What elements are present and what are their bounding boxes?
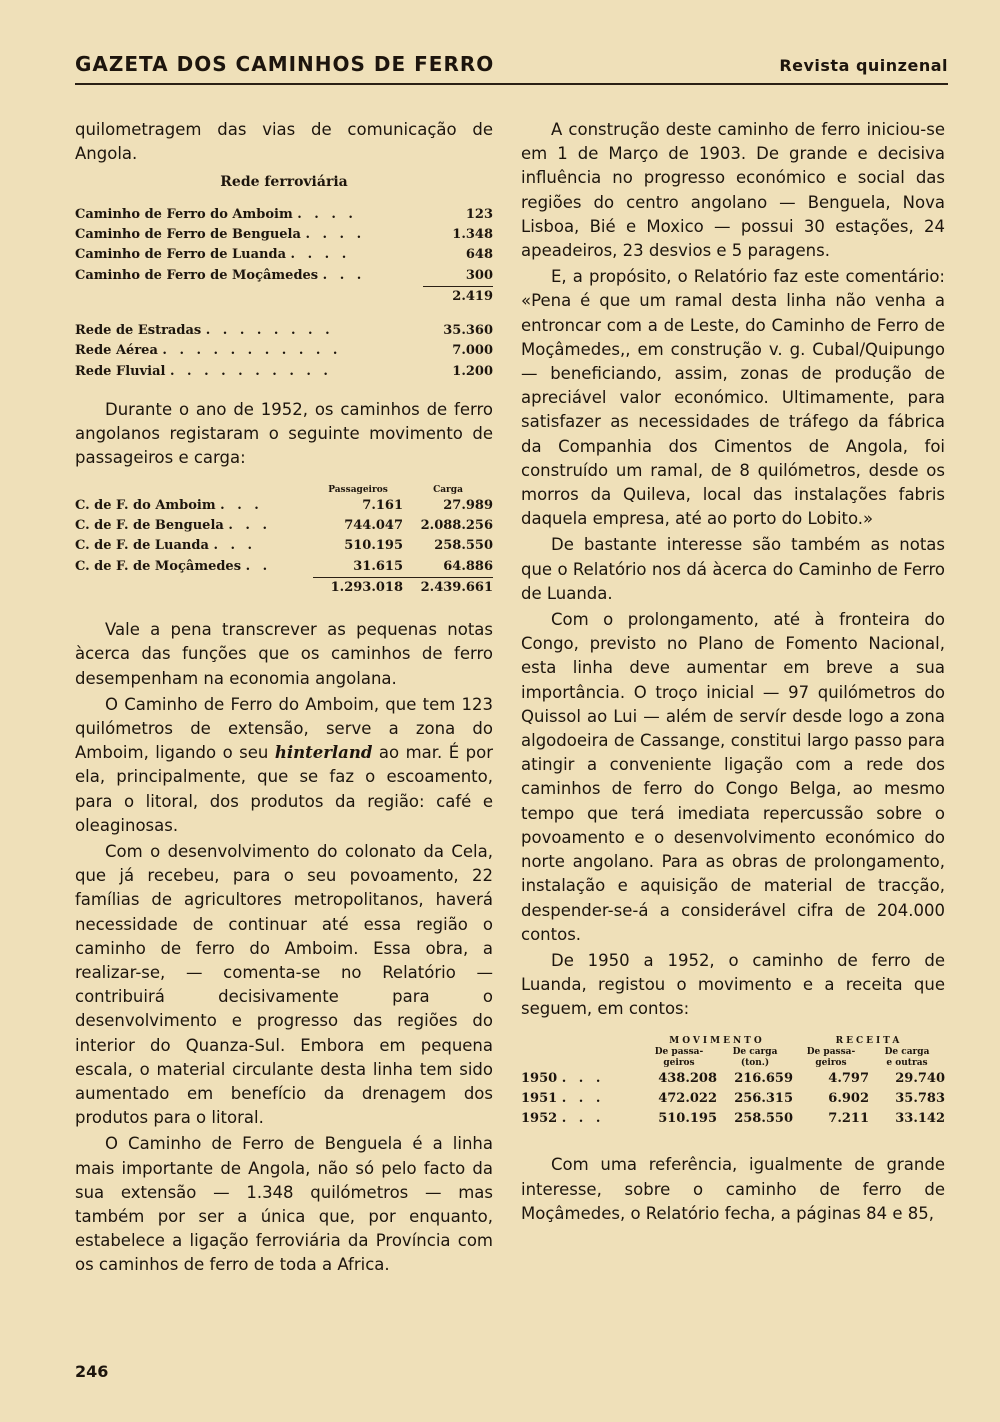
paragraph-cela: Com o desenvolvimento do colonato da Cela, que já recebeu, para o seu povoamento, 22 famílias de agricultores metropolitanos, haverá necessidade de continuar até essa região o caminho de ferro do Amboim. Essa obra, a realizar-se, — comenta-se no Relatório — contribuirá decisivamente para o desenvolvimento e progresso das regiões do interior do Quanza-Sul. Embora em pequena escala, o material circulante desta linha tem sido aumentado em benefício da drenagem dos produtos para o litoral. <box>75 842 493 1128</box>
rede-table <box>75 172 493 382</box>
row-year: 1952 <box>521 1111 558 1127</box>
paragraph-amboim <box>75 693 493 838</box>
luanda-group-header <box>521 1036 945 1047</box>
row-label: Caminho de Ferro de Luanda <box>75 247 287 263</box>
paragraph-vale: Vale a pena transcrever as pequenas notas àcerca das funções que os caminhos de ferro desempenham na economia angolana. <box>75 620 493 688</box>
row-pass: 744.047 <box>344 517 403 533</box>
row-carga: 2.088.256 <box>420 517 493 533</box>
row-dots: . . . . . . . . <box>205 323 334 339</box>
col-rec-carga: De carga e outras <box>884 1046 930 1068</box>
table-row <box>75 341 493 361</box>
paragraph-intro: quilometragem das vias de comunicação de Angola. <box>75 120 493 164</box>
paragraph-benguela: O Caminho de Ferro de Benguela é a linha mais importante de Angola, não só pelo facto da sua extensão — 1.348 quilómetros — mas também por ser a única que, por enquanto, estabelece a ligação ferroviária da Província com os caminhos de ferro de toda a Africa. <box>75 1134 493 1275</box>
cell: 6.902 <box>828 1090 869 1106</box>
paragraph-1950: De 1950 a 1952, o caminho de ferro de Luanda, registou o movimento e a receita que seguem, em contos: <box>521 950 945 1019</box>
row-year: 1951 <box>521 1090 558 1106</box>
table-row <box>75 516 493 536</box>
paragraph-amboim-text-end: ao mar. É por ela, principalmente, que se faz o escoamento, para o litoral, dos produtos da região: café e oleaginosas. <box>75 743 493 835</box>
row-pass: 7.161 <box>362 497 403 513</box>
row-label: Rede de Estradas <box>75 323 202 339</box>
cell: 216.659 <box>734 1070 793 1086</box>
table-row <box>521 1109 945 1129</box>
row-value: 7.000 <box>452 343 493 359</box>
col-passageiros: Passageiros <box>328 484 388 495</box>
row-carga: 64.886 <box>443 558 493 574</box>
row-label: C. de F. do Amboim <box>75 497 216 513</box>
page-number: 246 <box>75 1362 109 1381</box>
cell: 33.142 <box>895 1111 945 1127</box>
table-row-total <box>75 286 493 307</box>
row-label: C. de F. de Benguela <box>75 517 224 533</box>
table-row <box>75 245 493 265</box>
row-value: 123 <box>465 206 493 222</box>
row-label: Rede Aérea <box>75 343 158 359</box>
table-row <box>75 205 493 225</box>
row-year: 1950 <box>521 1070 558 1086</box>
row-dots: . . . <box>322 267 366 283</box>
cell: 256.315 <box>734 1090 793 1106</box>
row-value: 35.360 <box>443 323 493 339</box>
row-label: Caminho de Ferro de Benguela <box>75 227 301 242</box>
row-label: C. de F. de Luanda <box>75 538 209 554</box>
row-value: 1.348 <box>452 227 493 242</box>
paragraph-construcao: A construção deste caminho de ferro iniciou-se em 1 de Março de 1903. De grande e decisiva influência no progresso económico e social das regiões do centro angolano — Benguela, Nova Lisboa, Bié e Moxico — possui 30 estações, 24 apeadeiros, 23 desvios e 5 paragens. <box>521 120 945 261</box>
paragraph-final: Com uma referência, igualmente de grande interesse, sobre o caminho de ferro de Moçâmedes, o Relatório fecha, a páginas 84 e 85, <box>521 1155 945 1223</box>
table-row <box>75 266 493 286</box>
table-row <box>75 557 493 577</box>
row-value: 300 <box>465 267 493 283</box>
rede-total: 2.419 <box>423 286 493 307</box>
left-column <box>75 118 493 1278</box>
col-mov-pass: De passa- geiros <box>654 1046 704 1068</box>
row-dots: . . . . . . . . . . . <box>162 343 342 359</box>
total-pass: 1.293.018 <box>313 577 403 598</box>
row-value: 1.200 <box>452 363 493 379</box>
cell: 4.797 <box>828 1070 869 1086</box>
row-label: Rede Fluvial <box>75 363 166 379</box>
row-carga: 258.550 <box>434 538 493 554</box>
row-dots: . . . . <box>305 227 366 242</box>
row-dots: . . . <box>561 1111 605 1127</box>
row-dots: . . . . . . . . . . <box>169 363 332 379</box>
row-pass: 510.195 <box>344 538 403 554</box>
luanda-col-header <box>521 1047 945 1069</box>
row-dots: . . . <box>561 1090 605 1106</box>
row-carga: 27.989 <box>443 497 493 513</box>
cell: 472.022 <box>658 1090 717 1106</box>
paragraph-prolongamento: Com o prolongamento, até à fronteira do Congo, previsto no Plano de Fomento Nacional, esta linha deve aumentar em breve a sua importância. O troço inicial — 97 quilómetros do Quissol ao Lui — além de servír desde logo a zona algodoeira de Cassange, constitui largo passo para atingir a conveniente ligação com a rede dos caminhos de ferro do Congo Belga, ao mesmo tempo que terá imediata repercussão sobre o povoamento e o desenvolvimento económico do norte angolano. Para as obras de prolongamento, instalação e aquisição de material de tracção, despender-se-á a considerável cifra de 204.000 contos. <box>521 610 945 944</box>
row-dots: . . <box>245 558 272 574</box>
total-carga: 2.439.661 <box>403 577 493 598</box>
table-row-total <box>75 577 493 598</box>
paragraph-amboim-italic: hinterland <box>274 743 373 763</box>
row-dots: . . . <box>220 497 263 513</box>
magazine-title: GAZETA DOS CAMINHOS DE FERRO <box>75 52 495 76</box>
cell: 7.211 <box>828 1111 869 1127</box>
cell: 438.208 <box>658 1070 717 1086</box>
movement-table <box>75 485 493 598</box>
movement-table-header <box>75 485 493 496</box>
row-label: C. de F. de Moçâmedes <box>75 558 242 574</box>
table-row <box>521 1069 945 1089</box>
table-row <box>75 362 493 382</box>
row-dots: . . . <box>228 517 271 533</box>
table-row <box>75 321 493 341</box>
group-receita: RECEITA <box>835 1035 903 1046</box>
table-row <box>75 225 493 245</box>
cell: 29.740 <box>895 1070 945 1086</box>
col-rec-pass: De passa- geiros <box>806 1046 856 1068</box>
group-movimento: MOVIMENTO <box>669 1035 765 1046</box>
paragraph-amboim-text: O Caminho de Ferro do Amboim, que tem 123 quilómetros de extensão, serve a zona do Amboim, ligando o seu <box>75 694 493 763</box>
row-label: Caminho de Ferro do Amboim <box>75 206 293 222</box>
row-label: Caminho de Ferro de Moçâmedes <box>75 267 319 283</box>
col-mov-carga: De carga (ton.) <box>732 1046 778 1068</box>
row-dots: . . . <box>213 538 257 554</box>
cell: 510.195 <box>658 1111 717 1127</box>
luanda-table <box>521 1036 945 1130</box>
paragraph-1952: Durante o ano de 1952, os caminhos de ferro angolanos registaram o seguinte movimento de passageiros e carga: <box>75 400 493 468</box>
row-pass: 31.615 <box>353 558 403 574</box>
table-row <box>75 496 493 516</box>
col-carga: Carga <box>433 484 463 495</box>
row-dots: . . . . <box>297 206 357 222</box>
magazine-subtitle: Revista quinzenal <box>779 56 948 75</box>
paragraph-relatorio: E, a propósito, o Relatório faz este comentário: «Pena é que um ramal desta linha não venha a entroncar com a de Leste, do Caminho de Ferro de Moçâmedes,, em construção v. g. Cubal/Quipungo — beneficiando, assim, zonas de produção de apreciável valor económico. Ultimamente, para satisfazer as necessidades de tráfego da fábrica da Companhia dos Cimentos de Angola, foi construído um ramal, de 8 quilómetros, desde os morros da Quileva, local das instalações fabris daquela empresa, até ao porto do Lobito.» <box>521 267 945 529</box>
table-row <box>75 536 493 556</box>
right-column <box>521 118 945 1226</box>
row-value: 648 <box>465 247 493 263</box>
row-dots: . . . . <box>290 247 351 263</box>
cell: 258.550 <box>734 1111 793 1127</box>
header-rule <box>75 83 948 85</box>
row-dots: . . . <box>561 1070 605 1086</box>
paragraph-notas: De bastante interesse são também as notas que o Relatório nos dá àcerca do Caminho de Ferro de Luanda. <box>521 535 945 603</box>
cell: 35.783 <box>895 1090 945 1106</box>
rede-table-title: Rede ferroviária <box>220 174 348 191</box>
table-row <box>521 1089 945 1109</box>
